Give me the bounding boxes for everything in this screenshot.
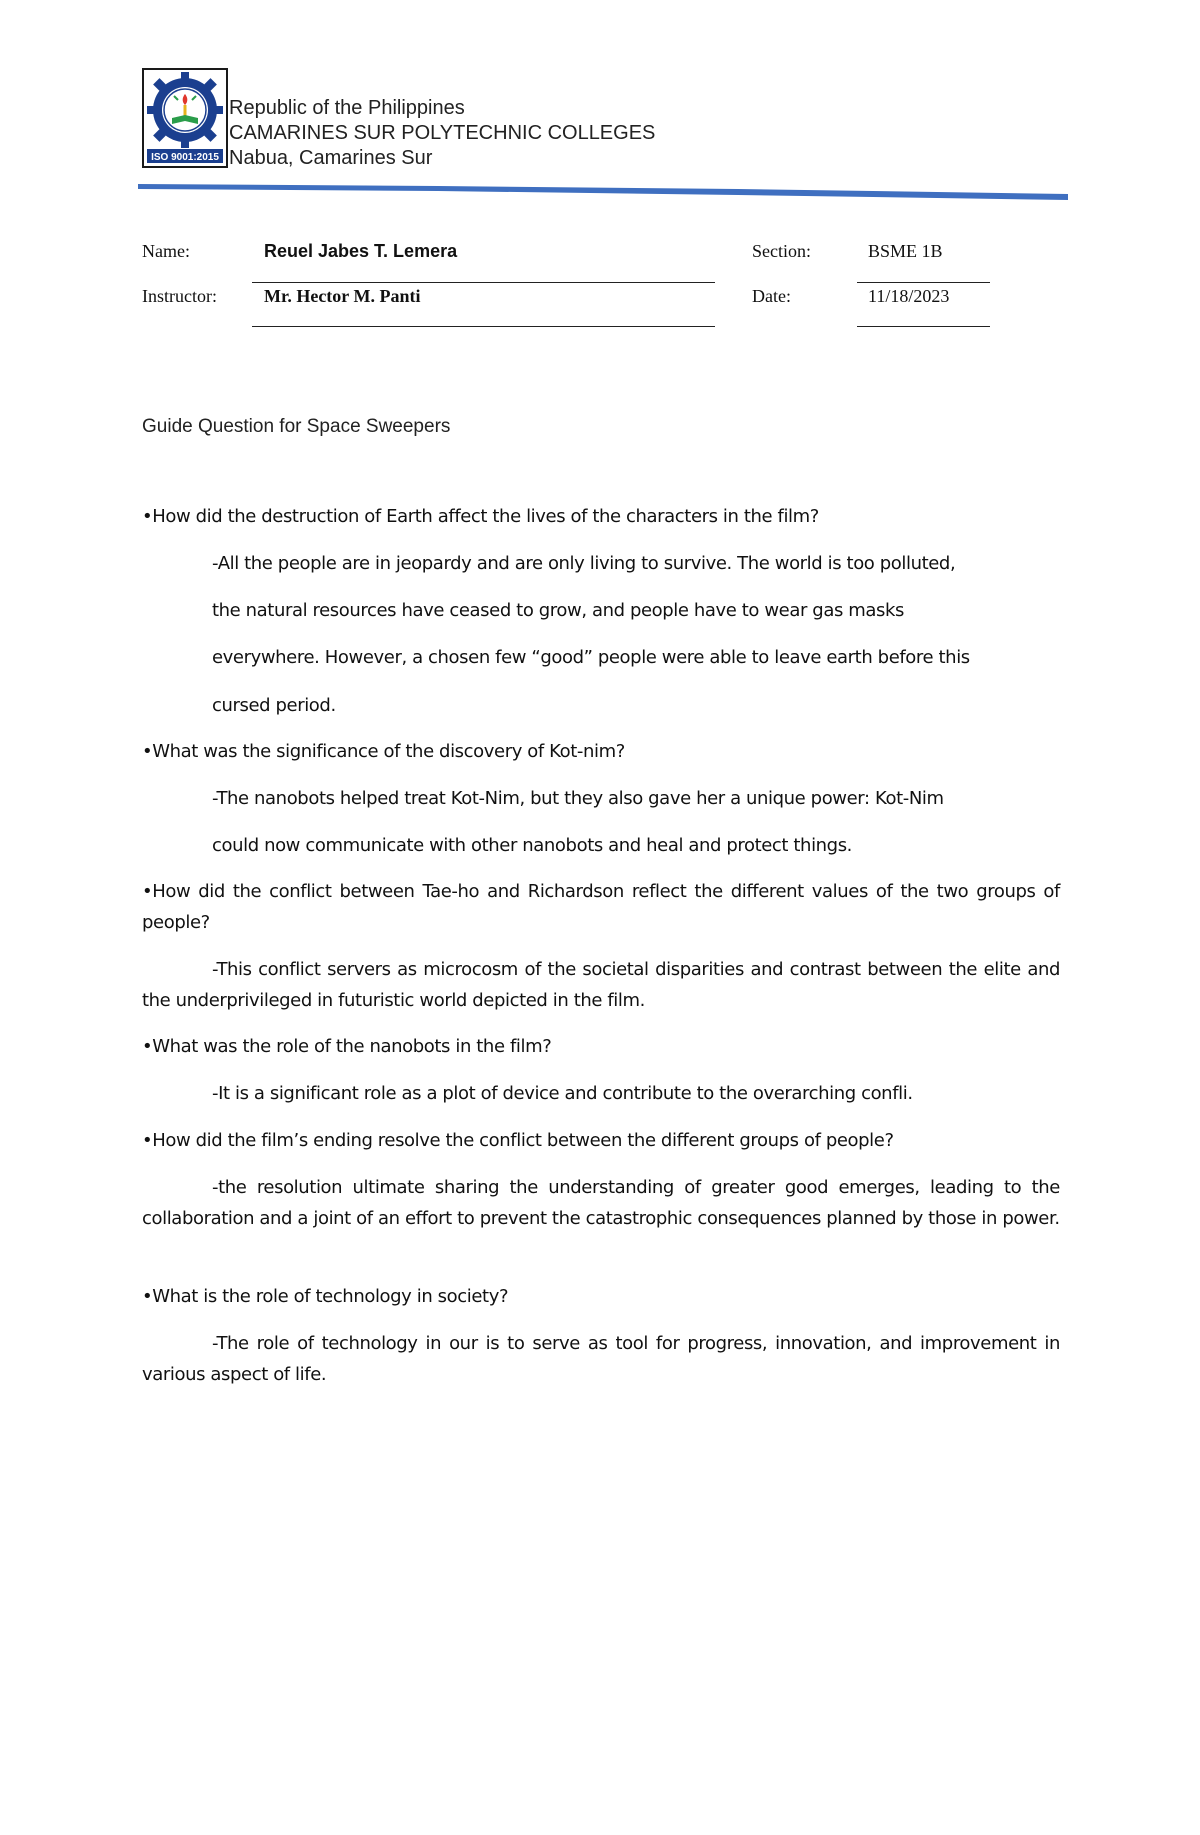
document-title: Guide Question for Space Sweepers [142, 416, 451, 437]
answer-3: -This conflict servers as microcosm of the societal disparities and contrast between the elite and the underprivileged in futuristic world depicted in the film. [142, 959, 1060, 1011]
name-underline [252, 282, 715, 283]
logo-iso-badge-text: ISO 9001:2015 [151, 152, 219, 163]
answer-1-line-2: the natural resources have ceased to grow, and people have to wear gas masks [212, 600, 905, 621]
date-value: 11/18/2023 [868, 286, 950, 306]
answer-1-line-1: -All the people are in jeopardy and are only living to survive. The world is too polluted, [212, 553, 956, 574]
instructor-label: Instructor: [142, 286, 217, 306]
header-blue-rule [138, 178, 1068, 202]
answer-2-line-1: -The nanobots helped treat Kot-Nim, but they also gave her a unique power: Kot-Nim [212, 788, 944, 809]
answer-1-line-3: everywhere. However, a chosen few “good” people were able to leave earth before this [212, 647, 970, 668]
date-underline [857, 326, 990, 327]
name-label: Name: [142, 241, 190, 261]
instructor-underline [252, 326, 715, 327]
question-2: •What was the significance of the discovery of Kot-nim? [142, 741, 625, 762]
date-label: Date: [752, 286, 791, 306]
question-6: •What is the role of technology in society? [142, 1286, 509, 1307]
answer-6: -The role of technology in our is to serve as tool for progress, innovation, and improvement in various aspect of life. [142, 1333, 1060, 1385]
question-5: •How did the film’s ending resolve the conflict between the different groups of people? [142, 1130, 894, 1151]
section-value: BSME 1B [868, 241, 943, 261]
header-republic: Republic of the Philippines [229, 97, 465, 119]
answer-1-line-4: cursed period. [212, 695, 336, 716]
name-value: Reuel Jabes T. Lemera [264, 241, 458, 261]
section-label: Section: [752, 241, 811, 261]
question-4: •What was the role of the nanobots in the film? [142, 1036, 552, 1057]
answer-5: -the resolution ultimate sharing the understanding of greater good emerges, leading to the collaboration and a joint of an effort to prevent the catastrophic consequences planned by those in power. [142, 1177, 1060, 1229]
header-location: Nabua, Camarines Sur [229, 147, 433, 169]
instructor-value: Mr. Hector M. Panti [264, 286, 421, 306]
answer-4: -It is a significant role as a plot of device and contribute to the overarching confli. [212, 1083, 913, 1104]
header-college-name: CAMARINES SUR POLYTECHNIC COLLEGES [229, 122, 656, 144]
question-1: •How did the destruction of Earth affect the lives of the characters in the film? [142, 506, 819, 527]
answer-2-line-2: could now communicate with other nanobots and heal and protect things. [212, 835, 853, 856]
college-seal-logo [142, 68, 228, 168]
section-underline [857, 282, 990, 283]
question-3: •How did the conflict between Tae-ho and Richardson reflect the different values of the two groups of people? [142, 881, 1060, 933]
